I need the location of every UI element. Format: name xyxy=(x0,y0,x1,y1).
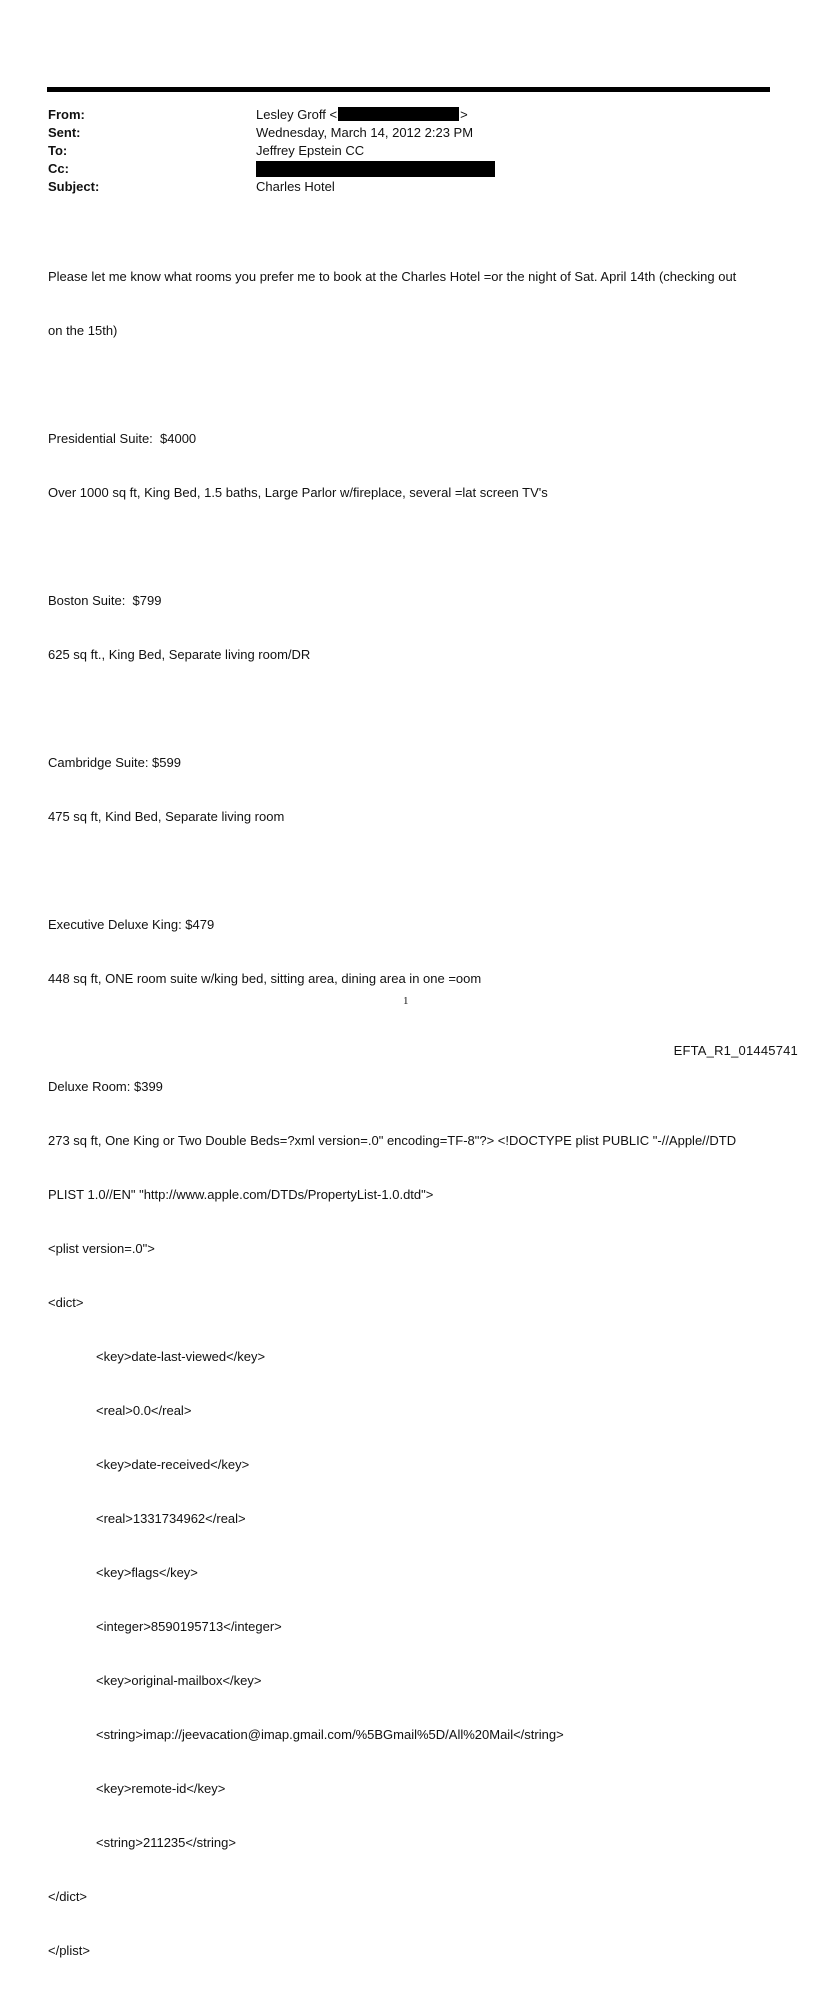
room-name: Executive Deluxe King: $479 xyxy=(48,917,215,932)
dict-entry-line: <string>imap://jeevacation@imap.gmail.com/%5BGmail%5D/All%20Mail</string> xyxy=(96,1727,564,1742)
room-description: 448 sq ft, ONE room suite w/king bed, sitting area, dining area in one =oom xyxy=(48,971,482,986)
plist-open-line: <plist version=.0"> xyxy=(48,1241,155,1256)
room-entry-boston xyxy=(48,556,788,700)
dict-entry-line: <integer>8590195713</integer> xyxy=(96,1619,282,1634)
dict-entry-line: <real>0.0</real> xyxy=(96,1403,192,1418)
subject-label: Subject: xyxy=(48,179,100,194)
intro-paragraph xyxy=(48,232,788,376)
plist-doctype-line: PLIST 1.0//EN" "http://www.apple.com/DTDs/PropertyList-1.0.dtd"> xyxy=(48,1187,434,1202)
subject-row xyxy=(48,178,768,196)
document-id: EFTA_R1_01445741 xyxy=(673,1043,798,1058)
room-description: 625 sq ft., King Bed, Separate living room/DR xyxy=(48,647,311,662)
from-value xyxy=(256,106,468,124)
room-description: 475 sq ft, Kind Bed, Separate living room xyxy=(48,809,285,824)
email-header xyxy=(48,106,768,196)
room-name: Cambridge Suite: $599 xyxy=(48,755,181,770)
dict-entry-line: <key>date-received</key> xyxy=(96,1457,250,1472)
dict-entry-line: <key>remote-id</key> xyxy=(96,1781,226,1796)
room-name: Boston Suite: $799 xyxy=(48,593,162,608)
page-number: 1 xyxy=(403,995,409,1007)
from-label: From: xyxy=(48,107,85,122)
plist-close-line: </plist> xyxy=(48,1943,90,1958)
intro-line: on the 15th) xyxy=(48,323,118,338)
room-entry-executive xyxy=(48,880,788,1024)
dict-entry-line: <key>date-last-viewed</key> xyxy=(96,1349,266,1364)
cc-label: Cc: xyxy=(48,161,69,176)
room-description: 273 sq ft, One King or Two Double Beds=?xml version=.0" encoding=TF-8"?> <!DOCTYPE plist PUBLIC "-//Apple//DTD xyxy=(48,1133,737,1148)
cc-row xyxy=(48,160,768,178)
room-name: Presidential Suite: $4000 xyxy=(48,431,197,446)
to-value: Jeffrey Epstein CC xyxy=(256,143,365,158)
from-close: > xyxy=(460,107,468,122)
subject-value: Charles Hotel xyxy=(256,179,335,194)
from-row xyxy=(48,106,768,124)
dict-entry-line: <string>211235</string> xyxy=(96,1835,236,1850)
dict-open-line: <dict> xyxy=(48,1295,84,1310)
room-entry-deluxe xyxy=(48,1042,788,1996)
to-row xyxy=(48,142,768,160)
top-rule xyxy=(47,87,770,92)
sent-row xyxy=(48,124,768,142)
dict-entry-line: <key>flags</key> xyxy=(96,1565,198,1580)
dict-close-line: </dict> xyxy=(48,1889,88,1904)
dict-entry-line: <key>original-mailbox</key> xyxy=(96,1673,262,1688)
email-body xyxy=(48,232,788,2014)
sent-label: Sent: xyxy=(48,125,81,140)
intro-line: Please let me know what rooms you prefer me to book at the Charles Hotel =or the night of Sat. April 14th (checking out xyxy=(48,269,737,284)
cc-redaction-box xyxy=(256,161,495,177)
room-name: Deluxe Room: $399 xyxy=(48,1079,163,1094)
sent-value: Wednesday, March 14, 2012 2:23 PM xyxy=(256,125,474,140)
room-entry-cambridge xyxy=(48,718,788,862)
room-description: Over 1000 sq ft, King Bed, 1.5 baths, Large Parlor w/fireplace, several =lat screen TV's xyxy=(48,485,548,500)
dict-entry-line: <real>1331734962</real> xyxy=(96,1511,246,1526)
room-entry-presidential xyxy=(48,394,788,538)
from-name: Lesley Groff < xyxy=(256,107,338,122)
to-label: To: xyxy=(48,143,68,158)
redaction-box xyxy=(338,107,459,121)
